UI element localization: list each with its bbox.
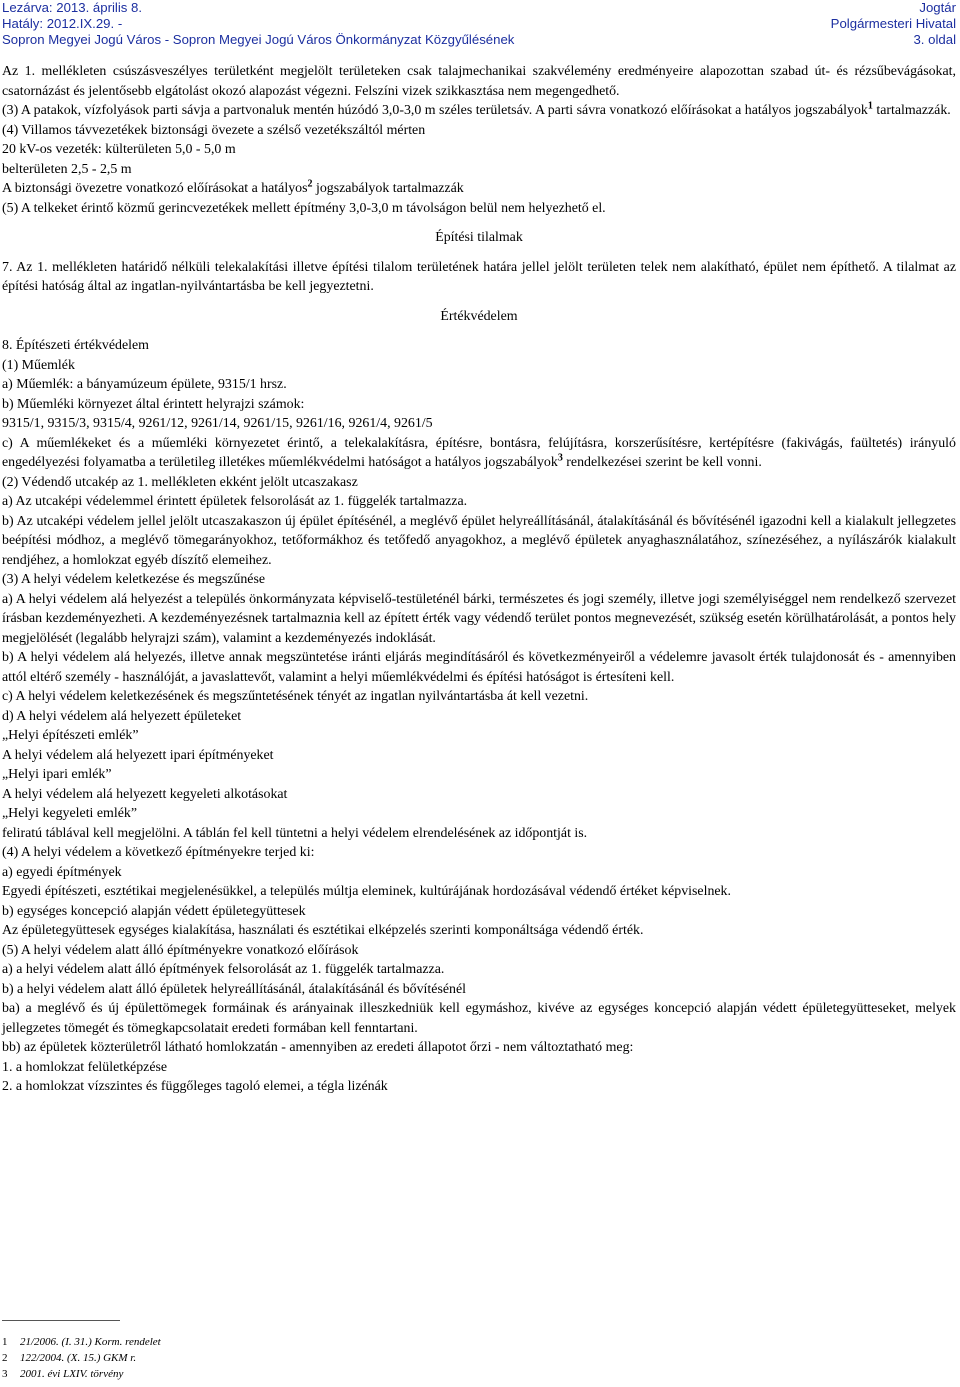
- section-8-5a: a) a helyi védelem alatt álló építmények felsorolását az 1. függelék tartalmazza.: [2, 962, 445, 977]
- heading-building-bans: Építési tilalmak: [435, 230, 523, 245]
- section-8-3d-4: A helyi védelem alá helyezett kegyeleti alkotásokat: [2, 786, 288, 802]
- header-right: [831, 0, 956, 48]
- header-issuer: Sopron Megyei Jogú Város - Sopron Megyei Jogú Város Önkormányzat Közgyűlésének: [2, 32, 515, 47]
- section-8-3d-2: A helyi védelem alá helyezett ipari építményeket: [2, 747, 274, 763]
- header-page-number: 3. oldal: [913, 32, 956, 47]
- heading-value-protection: Értékvédelem: [440, 308, 518, 324]
- section-8-2: (2) Védendő utcakép az 1. mellékleten ekként jelölt utcaszakasz: [2, 474, 358, 490]
- header-office: Polgármesteri Hivatal: [830, 16, 956, 31]
- header-effective-date: Hatály: 2012.IX.29. -: [2, 16, 123, 31]
- section-8-5ba: ba) a meglévő és új épülettömegek formáinak és arányainak illeszkedniük kell egymáshoz, kivéve az egységes koncepció alapján védett épületegyütteseket, melyek jellegzetes tömegét és tömegkapcsolatait eredeti formában kell fenntartani.: [2, 1001, 956, 1036]
- section-8-3d: d) A helyi védelem alá helyezett épületeket: [2, 708, 242, 724]
- section-8-4: (4) A helyi védelem a következő építményekre terjed ki:: [2, 845, 315, 860]
- paragraph-powerline-inner: belterületen 2,5 - 2,5 m: [2, 161, 132, 177]
- paragraph-powerline-20kv: 20 kV-os vezeték: külterületen 5,0 - 5,0 m: [2, 142, 236, 157]
- footnote-ref-3: 3: [557, 452, 563, 464]
- section-8-1c: c) A műemlékeket és a műemléki környezetet érintő, a telekalakításra, építésre, bontásra, felújításra, korszerűsítésre, kertépítésre (fakivágás, faültetés) irányuló engedélyezési folyamatba a területileg illetékes műemlékvédelmi hatóságot a hatályos jogszabályok$^3$ rendelkezései szerint be kell vonni.: [2, 435, 956, 470]
- footnote-separator: [2, 1320, 120, 1321]
- section-8-5bb-1: 1. a homlokzat felületképzése: [2, 1059, 168, 1075]
- section-8-3: (3) A helyi védelem keletkezése és megszűnése: [2, 572, 266, 587]
- section-8-3d-6: feliratú táblával kell megjelölni. A táblán fel kell tüntetni a helyi védelem elrendelésének az időpontját is.: [2, 825, 588, 841]
- section-8-2b: b) Az utcaképi védelem jellel jelölt utcaszakaszon új épület építésénél, a meglévő épület helyreállításánál, átalakításánál és bővítésénél igazodni kell a kialakult jellegzetes beépítési módhoz, a meglévő tömegarányokhoz, tetőformákhoz és tetőfedő anyagokhoz, a meglévő épületek anyaghasználatához, színezéséhez, a nyílászárók kialakult rendjéhez, a homlokzat egyéb díszítő elemeihez.: [2, 513, 956, 568]
- section-8-3c: c) A helyi védelem keletkezésének és megszűntetésének tényét az ingatlan nyilvántartásba át kell vezetni.: [2, 689, 589, 704]
- header-source: Jogtár: [919, 0, 956, 15]
- section-8-3b: b) A helyi védelem alá helyezés, illetve annak megszüntetése iránti eljárás megindításáról és következményeiről a védelemre javasolt érték tulajdonosát és - amennyiben attól eltérő személy - használóját, a javaslattevőt, valamint a helyi műemlékvédelmi és építési hatóságot is értesíteni kell.: [2, 650, 956, 685]
- paragraph-safety-zone: A biztonsági övezetre vonatkozó előírásokat a hatályos$^2$ jogszabályok tartalmazzák: [2, 178, 464, 196]
- footnote-3: 3 2001. évi LXIV. törvény: [2, 1368, 124, 1380]
- footnote-ref-1: 1: [867, 100, 873, 112]
- section-8-title: 8. Építészeti értékvédelem: [2, 338, 149, 353]
- section-8-3d-3: „Helyi ipari emlék”: [2, 767, 112, 782]
- section-8-4b: b) egységes koncepció alapján védett épületegyüttesek: [2, 903, 306, 919]
- section-8-2a: a) Az utcaképi védelemmel érintett épületek felsorolását az 1. függelék tartalmazza.: [2, 494, 468, 509]
- section-8-1a: a) Műemlék: a bányamúzeum épülete, 9315/1 hrsz.: [2, 377, 287, 392]
- section-8-1b: b) Műemléki környezet által érintett helyrajzi számok:: [2, 396, 305, 412]
- paragraph-landslide: Az 1. mellékleten csúszásveszélyes területként megjelölt területeken csak talajmechanikai szakvélemény eredményeire alapozottan szabad út- és rézsűbevágásokat, csatornázást és jelentősebb elgátolást okozó alapozást végezni. Felszíni vizek szikkasztása nem megengedhető.: [2, 64, 956, 99]
- section-8-5bb: bb) az épületek közterületről látható homlokzatán - amennyiben az eredeti állapotot őrzi - nem változtatható meg:: [2, 1040, 634, 1055]
- section-7: 7. Az 1. mellékleten határidő nélküli telekalakítási illetve építési tilalom területének határa jellel jelölt területen telek nem alakítható, épület nem építhető. A tilalmat az építési hatóság által az ingatlan-nyilvántartásba be kell jegyeztetni.: [2, 259, 956, 294]
- section-8-3d-1: „Helyi építészeti emlék”: [2, 728, 139, 743]
- footnote-ref-2: 2: [307, 178, 313, 190]
- header-left: [2, 0, 514, 48]
- section-8-5b: b) a helyi védelem alatt álló épületek helyreállításánál, átalakításánál és bővítésénél: [2, 981, 466, 997]
- section-8-1: (1) Műemlék: [2, 357, 75, 373]
- paragraph-utility-lines: (5) A telkeket érintő közmű gerincvezetékek mellett építmény 3,0-3,0 m távolságon belül nem helyezhető el.: [2, 200, 606, 216]
- section-8-4a: a) egyedi építmények: [2, 864, 122, 880]
- section-8-4a-text: Egyedi építészeti, esztétikai megjelenésükkel, a település múltja eleminek, kultúrájának hordozásával védendő értéket képviselnek.: [2, 884, 731, 899]
- section-8-4b-text: Az épületegyüttesek egységes kialakítása, használati és esztétikai elképzelés szerinti komponáltsága védendő érték.: [2, 923, 644, 938]
- section-8-1b-parcels: 9315/1, 9315/3, 9315/4, 9261/12, 9261/14, 9261/15, 9261/16, 9261/4, 9261/5: [2, 416, 433, 431]
- section-8-5bb-2: 2. a homlokzat vízszintes és függőleges tagoló elemei, a tégla lizénák: [2, 1079, 388, 1094]
- document-body: [2, 62, 956, 1097]
- section-8-5: (5) A helyi védelem alatt álló építményekre vonatkozó előírások: [2, 942, 359, 958]
- paragraph-riverbank: (3) A patakok, vízfolyások parti sávja a partvonaluk mentén húzódó 3,0-3,0 m széles területsáv. A parti sávra vonatkozó előírásokat a hatályos jogszabályok$^1$ tartalmazzák.: [2, 100, 951, 118]
- footnotes: [2, 1334, 502, 1382]
- header-closed-date: Lezárva: 2013. április 8.: [2, 0, 143, 15]
- footnote-2: 2 122/2004. (X. 15.) GKM r.: [2, 1352, 137, 1364]
- page-header: [0, 0, 960, 60]
- paragraph-powerline: (4) Villamos távvezetékek biztonsági övezete a szélső vezetékszáltól mérten: [2, 122, 426, 138]
- section-8-3d-5: „Helyi kegyeleti emlék”: [2, 806, 137, 821]
- section-8-3a: a) A helyi védelem alá helyezést a település önkormányzata képviselő-testületénél bárki, természetes és jogi személy, illetve jogi személyiséggel nem rendelkező szervezet írásban kezdeményezheti. A kezdeményezésnek tartalmaznia kell az épített érték vagy védendő terület pontos megnevezését, szükség esetén körülhatárolását, a pontos hely megjelölését (legalább helyrajzi szám), valamint a kezdeményezés indoklását.: [2, 591, 956, 646]
- footnote-1: 1 21/2006. (I. 31.) Korm. rendelet: [2, 1336, 161, 1348]
